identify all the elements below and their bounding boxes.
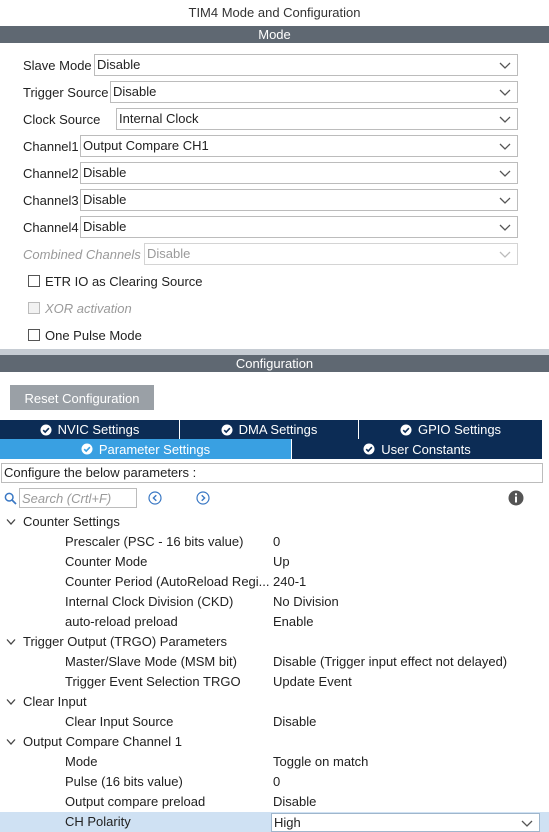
param-value: Disable — [273, 714, 317, 729]
xor-label: XOR activation — [45, 300, 132, 316]
chevron-down-icon — [499, 59, 511, 71]
info-icon[interactable] — [508, 490, 524, 506]
param-label: Counter Period (AutoReload Regi... — [65, 574, 270, 589]
check-circle-icon — [221, 424, 233, 436]
channel4-select[interactable] — [80, 216, 518, 238]
chevron-down-icon[interactable] — [6, 738, 16, 746]
param-row[interactable] — [0, 532, 549, 552]
tab-dma-label: DMA Settings — [238, 422, 318, 437]
param-value: 0 — [273, 534, 281, 549]
configuration-header: Configuration — [0, 355, 549, 372]
combined-channels-select — [144, 243, 518, 265]
tab-parameter-settings[interactable] — [0, 439, 292, 459]
etr-io-checkbox-row[interactable] — [28, 272, 203, 290]
param-label: Clear Input Source — [65, 714, 174, 729]
group-label: Counter Settings — [23, 514, 120, 529]
chevron-down-icon[interactable] — [6, 638, 16, 646]
one-pulse-checkbox-row[interactable] — [28, 326, 142, 344]
param-row[interactable] — [0, 652, 549, 672]
channel1-select[interactable] — [80, 135, 518, 157]
clock-source-select[interactable] — [116, 108, 518, 130]
param-row[interactable] — [0, 712, 549, 732]
channel2-select[interactable] — [80, 162, 518, 184]
chevron-down-icon — [499, 194, 511, 206]
settings-tabs-row2 — [0, 439, 549, 459]
param-row[interactable] — [0, 752, 549, 772]
previous-arrow-icon[interactable] — [148, 491, 162, 505]
channel4-label: Channel4 — [23, 219, 79, 235]
etr-io-label: ETR IO as Clearing Source — [45, 273, 203, 289]
param-row[interactable] — [0, 772, 549, 792]
param-row[interactable] — [0, 672, 549, 692]
channel2-row — [23, 162, 79, 184]
settings-tabs-row1 — [0, 420, 549, 439]
slave-mode-label: Slave Mode — [23, 57, 92, 73]
param-row-selected[interactable] — [0, 812, 549, 832]
tab-dma-settings[interactable] — [180, 420, 359, 439]
param-value: Update Event — [273, 674, 352, 689]
param-row[interactable] — [0, 552, 549, 572]
xor-checkbox-row — [28, 299, 132, 317]
channel2-label: Channel2 — [23, 165, 79, 181]
clock-source-row — [23, 108, 100, 130]
combined-channels-label: Combined Channels — [23, 246, 141, 262]
trigger-source-label: Trigger Source — [23, 84, 109, 100]
param-value: Up — [273, 554, 290, 569]
configure-info-text: Configure the below parameters : — [1, 463, 543, 483]
chevron-down-icon — [499, 140, 511, 152]
one-pulse-label: One Pulse Mode — [45, 327, 142, 343]
group-label: Trigger Output (TRGO) Parameters — [23, 634, 227, 649]
next-arrow-icon[interactable] — [196, 491, 210, 505]
chevron-down-icon — [521, 817, 533, 829]
slave-mode-select[interactable] — [94, 54, 518, 76]
param-value: Disable — [273, 794, 317, 809]
tab-gpio-settings[interactable] — [359, 420, 542, 439]
slave-mode-value: Disable — [97, 57, 141, 72]
tab-user-constants-label: User Constants — [381, 441, 471, 457]
channel1-label: Channel1 — [23, 138, 79, 154]
param-row[interactable] — [0, 572, 549, 592]
tab-parameter-label: Parameter Settings — [98, 441, 211, 457]
param-label: Counter Mode — [65, 554, 148, 569]
param-row[interactable] — [0, 612, 549, 632]
channel2-value: Disable — [83, 165, 127, 180]
channel4-value: Disable — [83, 219, 127, 234]
param-value: 0 — [273, 774, 281, 789]
channel3-row — [23, 189, 79, 211]
chevron-down-icon — [499, 167, 511, 179]
param-label: auto-reload preload — [65, 614, 178, 629]
chevron-down-icon[interactable] — [6, 518, 16, 526]
chevron-down-icon — [499, 248, 511, 260]
clock-source-label: Clock Source — [23, 111, 101, 127]
combined-channels-row — [23, 243, 141, 265]
group-clear-input[interactable] — [0, 692, 549, 712]
param-label: Master/Slave Mode (MSM bit) — [65, 654, 237, 669]
param-value: Toggle on match — [273, 754, 369, 769]
param-label: Mode — [65, 754, 98, 769]
check-circle-icon — [400, 424, 412, 436]
param-value: 240-1 — [273, 574, 307, 589]
trigger-source-value: Disable — [113, 84, 157, 99]
tab-nvic-settings[interactable] — [0, 420, 180, 439]
tab-gpio-label: GPIO Settings — [417, 422, 502, 437]
param-row[interactable] — [0, 792, 549, 812]
chevron-down-icon — [499, 113, 511, 125]
search-bar — [0, 486, 549, 510]
window-title: TIM4 Mode and Configuration — [188, 5, 361, 20]
param-row[interactable] — [0, 592, 549, 612]
channel3-value: Disable — [83, 192, 127, 207]
one-pulse-checkbox[interactable] — [28, 329, 40, 341]
trigger-source-row — [23, 81, 109, 103]
check-circle-icon — [363, 443, 375, 455]
slave-mode-row — [23, 54, 92, 76]
search-input[interactable] — [19, 488, 137, 508]
param-value: High — [274, 815, 301, 830]
group-label: Output Compare Channel 1 — [23, 734, 182, 749]
param-value: Enable — [273, 614, 314, 629]
check-circle-icon — [81, 443, 93, 455]
check-circle-icon — [40, 424, 52, 436]
mode-header: Mode — [0, 26, 549, 43]
search-icon[interactable] — [4, 492, 17, 505]
channel3-label: Channel3 — [23, 192, 79, 208]
clock-source-value: Internal Clock — [119, 111, 199, 126]
combined-channels-value: Disable — [147, 246, 191, 261]
ch-polarity-select[interactable] — [271, 813, 540, 832]
reset-configuration-button[interactable]: Reset Configuration — [10, 385, 154, 410]
param-label: Prescaler (PSC - 16 bits value) — [65, 534, 244, 549]
param-label: Trigger Event Selection TRGO — [65, 674, 241, 689]
tab-user-constants[interactable] — [292, 439, 542, 459]
group-trigger-output[interactable] — [0, 632, 549, 652]
tab-nvic-label: NVIC Settings — [57, 422, 140, 437]
group-output-compare-channel-1[interactable] — [0, 732, 549, 752]
channel3-select[interactable] — [80, 189, 518, 211]
mode-panel — [0, 43, 549, 349]
param-label: Output compare preload — [65, 794, 206, 809]
xor-checkbox — [28, 302, 40, 314]
chevron-down-icon — [499, 221, 511, 233]
param-value: Disable (Trigger input effect not delayed) — [273, 654, 508, 669]
param-value: No Division — [273, 594, 339, 609]
chevron-down-icon[interactable] — [6, 698, 16, 706]
channel4-row — [23, 216, 79, 238]
group-label: Clear Input — [23, 694, 87, 709]
channel1-value: Output Compare CH1 — [83, 138, 209, 153]
chevron-down-icon — [499, 86, 511, 98]
etr-io-checkbox[interactable] — [28, 275, 40, 287]
group-counter-settings[interactable] — [0, 512, 549, 532]
param-label: Pulse (16 bits value) — [65, 774, 183, 789]
param-label: Internal Clock Division (CKD) — [65, 594, 234, 609]
channel1-row — [23, 135, 79, 157]
trigger-source-select[interactable] — [110, 81, 518, 103]
param-label: CH Polarity — [65, 814, 131, 829]
